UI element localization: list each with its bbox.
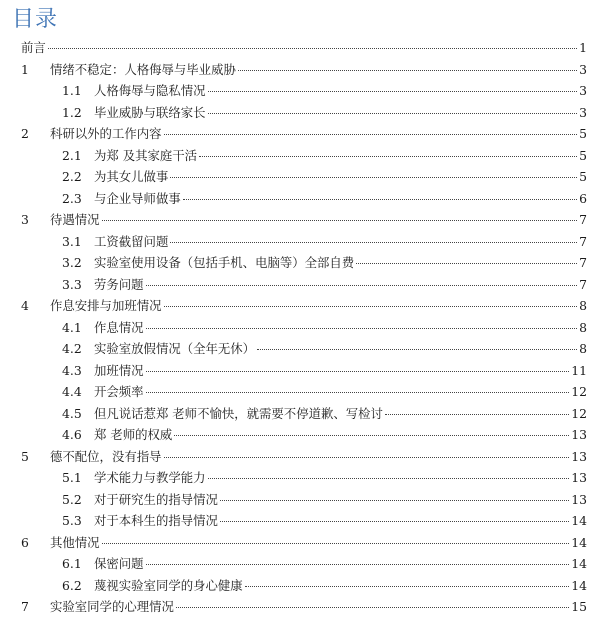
toc-entry-number: 6.2 [62,577,82,593]
toc-entry[interactable] [0,188,600,210]
toc-entry-page: 14 [571,513,587,528]
toc-entry-number: 5.1 [62,470,82,485]
dot-leader [385,413,569,415]
toc-entry-page: 13 [571,491,587,507]
dot-leader [245,585,570,587]
toc-entry-number: 2.3 [62,190,82,206]
toc-entry-page: 14 [571,556,587,571]
toc-entry-page: 13 [571,427,587,442]
toc-entry-number: 5.3 [62,513,82,528]
toc-entry-page: 14 [571,577,587,593]
toc-entry-page: 5 [579,147,587,163]
toc-entry[interactable] [0,596,600,618]
dot-leader [257,348,577,350]
toc-entry-page: 11 [571,362,587,378]
toc-entry[interactable] [0,209,600,231]
toc-entry-number: 4.4 [62,384,82,399]
toc-entry-title[interactable]: 劳务问题 [94,276,144,292]
toc-entry[interactable] [0,295,600,317]
toc-entry-title[interactable]: 毕业威胁与联络家长 [94,104,206,120]
toc-entry[interactable] [0,424,600,446]
toc-entry-page: 13 [571,448,587,464]
dot-leader [220,520,569,522]
toc-entry-title[interactable]: 作息安排与加班情况 [50,298,162,313]
dot-leader [176,606,569,608]
toc-list [0,37,600,618]
toc-entry-number: 3.1 [62,233,82,249]
toc-entry-number: 1 [21,61,29,77]
toc-entry[interactable] [0,510,600,532]
toc-entry[interactable] [0,59,600,81]
toc-entry-page: 7 [579,233,587,249]
toc-entry-number: 2 [21,126,29,141]
dot-leader [146,327,577,329]
dot-leader [164,456,570,458]
toc-entry-title[interactable]: 待遇情况 [50,212,100,227]
toc-entry-number: 6.1 [62,556,82,571]
toc-entry-title[interactable]: 保密问题 [94,556,144,571]
toc-entry-title[interactable]: 与企业导师做事 [94,190,181,206]
toc-entry-number: 7 [21,599,29,614]
toc-entry-title[interactable]: 实验室同学的心理情况 [50,599,174,614]
toc-entry-title[interactable]: 学术能力与教学能力 [94,470,206,485]
toc-entry-page: 8 [579,298,587,313]
toc-entry-title[interactable]: 加班情况 [94,362,144,378]
toc-entry[interactable] [0,145,600,167]
toc-entry-title[interactable]: 情绪不稳定：人格侮辱与毕业威胁 [50,61,236,77]
toc-entry[interactable] [0,489,600,511]
dot-leader [208,112,577,114]
toc-entry-number: 1.2 [62,104,82,120]
toc-entry-number: 3.2 [62,255,82,270]
toc-entry[interactable] [0,123,600,145]
toc-entry-page: 7 [579,255,587,270]
toc-entry-title[interactable]: 开会频率 [94,384,144,399]
toc-entry-number: 4 [21,298,29,313]
toc-entry-title[interactable]: 郑 老师的权威 [94,427,173,442]
dot-leader [208,90,577,92]
toc-entry-number: 3 [21,212,29,227]
toc-entry-page: 3 [579,61,587,77]
toc-entry-page: 3 [579,83,587,98]
toc-entry[interactable] [0,446,600,468]
toc-entry-page: 7 [579,212,587,227]
toc-entry-page: 14 [571,534,587,550]
toc-entry-number: 4.3 [62,362,82,378]
toc-entry-page: 13 [571,470,587,485]
toc-entry-page: 8 [579,341,587,356]
toc-entry[interactable] [0,37,600,59]
toc-entry[interactable] [0,102,600,124]
dot-leader [146,563,570,565]
toc-entry-number: 4.2 [62,341,82,356]
toc-entry-title[interactable]: 作息情况 [94,319,144,335]
dot-leader [220,499,569,501]
toc-entry[interactable] [0,338,600,360]
toc-entry-page: 3 [579,104,587,120]
toc-entry-page: 12 [571,384,587,399]
dot-leader [164,305,577,307]
toc-entry-page: 7 [579,276,587,292]
toc-entry-title[interactable]: 实验室放假情况（全年无休） [94,341,256,356]
toc-entry-number: 4.1 [62,319,82,335]
dot-leader [164,133,577,135]
toc-entry[interactable] [0,575,600,597]
toc-entry-number: 3.3 [62,276,82,292]
dot-leader [174,434,569,436]
toc-entry-title[interactable]: 科研以外的工作内容 [50,126,162,141]
toc-entry[interactable] [0,80,600,102]
toc-entry-number: 1.1 [62,83,82,98]
toc-entry-number: 4.6 [62,427,82,442]
dot-leader [102,542,570,544]
toc-entry[interactable] [0,274,600,296]
toc-entry-title[interactable]: 为其女儿做事 [94,169,169,184]
toc-entry-title[interactable]: 工资截留问题 [94,233,169,249]
toc-entry[interactable] [0,360,600,382]
toc-entry-title[interactable]: 蔑视实验室同学的身心健康 [94,577,243,593]
toc-entry[interactable] [0,553,600,575]
toc-entry-title[interactable]: 对于研究生的指导情况 [94,491,218,507]
toc-entry[interactable] [0,317,600,339]
dot-leader [238,69,577,71]
toc-entry-page: 5 [579,126,587,141]
dot-leader [208,477,570,479]
toc-entry-page: 12 [571,405,587,421]
toc-entry-title[interactable]: 但凡说话惹郑 老师不愉快，就需要不停道歉、写检讨 [94,405,383,421]
toc-entry[interactable] [0,467,600,489]
toc-entry-page: 1 [579,40,587,55]
toc-entry-title[interactable]: 实验室使用设备（包括手机、电脑等）全部自费 [94,255,355,270]
toc-entry[interactable] [0,403,600,425]
toc-entry-number: 2.1 [62,147,82,163]
toc-entry-title[interactable]: 德不配位，没有指导 [50,448,162,464]
toc-entry[interactable] [0,381,600,403]
toc-entry-number: 2.2 [62,169,82,184]
toc-entry-page: 15 [571,599,587,614]
dot-leader [199,155,577,157]
toc-entry[interactable] [0,252,600,274]
toc-entry-title[interactable]: 前言 [21,40,46,55]
dot-leader [356,262,577,264]
toc-title: 目录 [12,7,59,32]
toc-entry-page: 6 [579,190,587,206]
toc-entry-number: 5.2 [62,491,82,507]
toc-entry-title[interactable]: 人格侮辱与隐私情况 [94,83,206,98]
dot-leader [48,47,577,49]
toc-entry-page: 8 [579,319,587,335]
toc-entry-number: 5 [21,448,29,464]
dot-leader [170,241,577,243]
toc-entry-number: 6 [21,534,29,550]
dot-leader [170,176,577,178]
toc-entry-title[interactable]: 为郑 及其家庭干活 [94,147,198,163]
toc-entry-title[interactable]: 其他情况 [50,534,100,550]
toc-entry[interactable] [0,532,600,554]
toc-entry-page: 5 [579,169,587,184]
toc-entry-title[interactable]: 对于本科生的指导情况 [94,513,218,528]
dot-leader [183,198,577,200]
toc-entry[interactable] [0,166,600,188]
dot-leader [146,370,570,372]
dot-leader [146,284,577,286]
toc-entry[interactable] [0,231,600,253]
toc-entry-number: 4.5 [62,405,82,421]
dot-leader [146,391,570,393]
dot-leader [102,219,577,221]
